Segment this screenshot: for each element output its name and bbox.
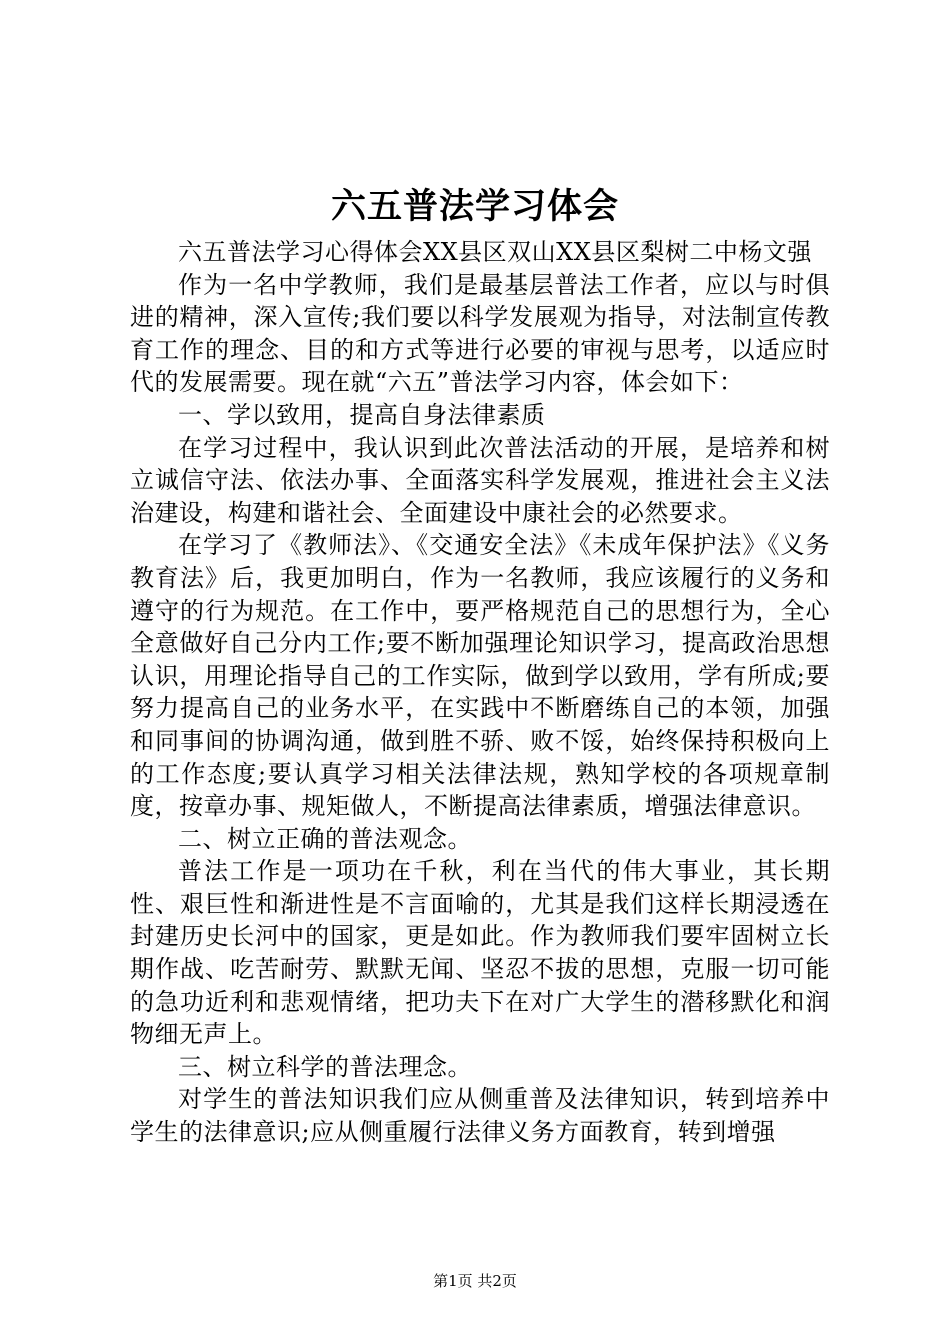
body-paragraph: 在学习了《教师法》、《交通安全法》《未成年保护法》《义务教育法》后，我更加明白，作为一名教师，我应该履行的义务和遵守的行为规范。在工作中，要严格规范自己的思想行为，全心全意做好自己分内工作;要不断加强理论知识学习，提高政治思想认识，用理论指导自己的工作实际，做到学以致用，学有所成;要努力提高自己的业务水平，在实践中不断磨练自己的本领，加强和同事间的协调沟通，做到胜不骄、败不馁，始终保持积极向上的工作态度;要认真学习相关法律法规，熟知学校的各项规章制度，按章办事、规矩做人，不断提高法律素质，增强法律意识。: [130, 531, 830, 821]
section-heading-1: 一、学以致用，提高自身法律素质: [178, 400, 546, 429]
author-line: 六五普法学习心得体会XX县区双山XX县区梨树二中杨文强: [178, 238, 812, 266]
document-title: 六五普法学习体会: [330, 186, 619, 227]
body-paragraph: 普法工作是一项功在千秋，利在当代的伟大事业，其长期性、艰巨性和渐进性是不言面喻的，尤其是我们这样长期浸透在封建历史长河中的国家，更是如此。作为教师我们要牢固树立长期作战、吃苦耐劳、默默无闻、坚忍不拔的思想，克服一切可能的急功近利和悲观情绪，把功夫下在对广大学生的潜移默化和润物细无声上。: [130, 857, 830, 1049]
body-paragraph: 对学生的普法知识我们应从侧重普及法律知识，转到培养中学生的法律意识;应从侧重履行法律义务方面教育，转到增强: [130, 1085, 830, 1147]
intro-paragraph: 作为一名中学教师，我们是最基层普法工作者，应以与时俱进的精神，深入宣传;我们要以科学发展观为指导，对法制宣传教育工作的理念、目的和方式等进行必要的审视与思考，以适应时代的发展需要。现在就“六五”普法学习内容，体会如下：: [130, 270, 830, 397]
section-heading-3: 三、树立科学的普法理念。: [178, 1052, 472, 1081]
body-paragraph: 在学习过程中，我认识到此次普法活动的开展，是培养和树立诚信守法、依法办事、全面落实科学发展观，推进社会主义法治建设，构建和谐社会、全面建设中康社会的必然要求。: [130, 433, 830, 527]
section-heading-2: 二、树立正确的普法观念。: [178, 824, 472, 853]
document-body: [130, 236, 830, 1149]
page-number-footer: 第1页 共2页: [433, 1272, 517, 1290]
